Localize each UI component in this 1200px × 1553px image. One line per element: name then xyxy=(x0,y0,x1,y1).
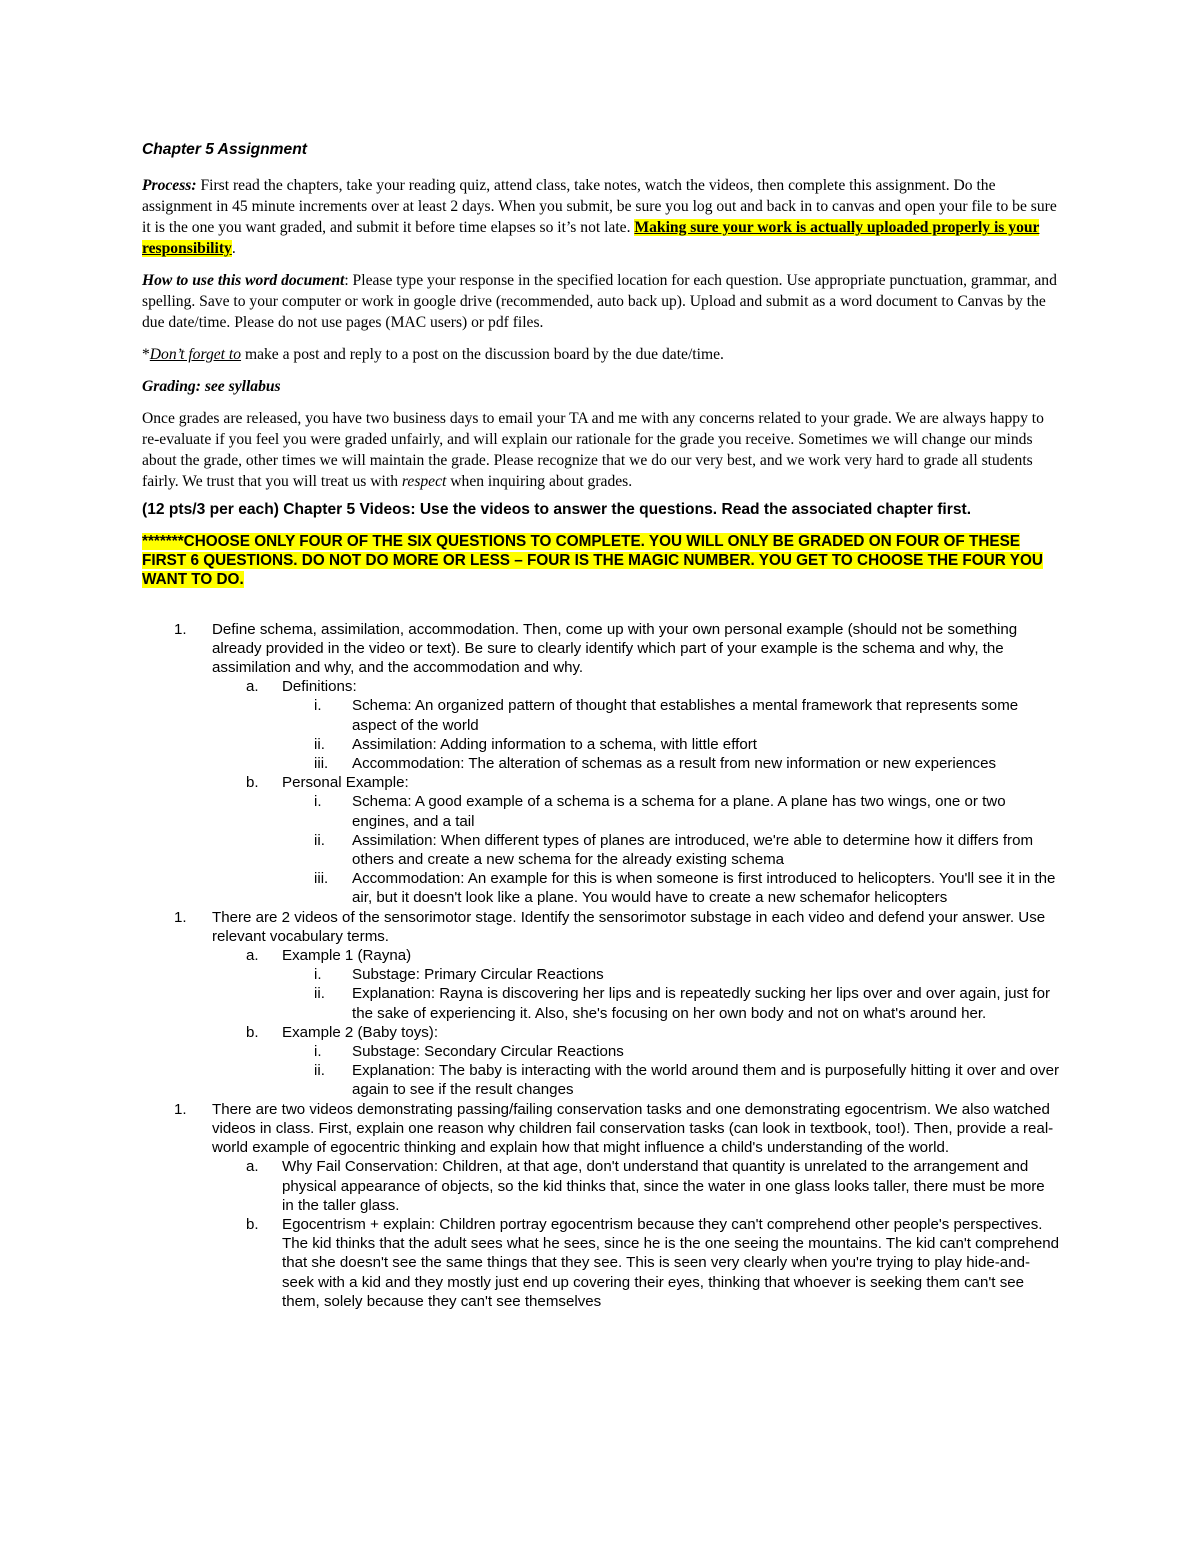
answer-numeral: i. xyxy=(314,697,322,715)
process-label: Process: xyxy=(142,177,197,194)
question-text: There are two videos demonstrating passing/failing conservation tasks and one demonstrating egocentrism. We also watched videos in class. First, explain one reason why children fail conservation tasks (can look in textbook, too!). Then, provide a real-world example of egocentric thinking and explain how that might influence a child's understanding of the world. xyxy=(212,1100,1054,1157)
answer-numeral: ii. xyxy=(314,831,325,849)
answer-item xyxy=(142,735,1060,754)
answer-numeral: ii. xyxy=(314,985,325,1003)
grading-text-1: Once grades are released, you have two business days to email your TA and me with any concerns related to your grade. We are always happy to re-evaluate if you feel you were graded unfairly, and will explain our rationale for the grade you receive. Sometimes we will change our minds about the grade, other times we will maintain the grade. Please recognize that we do our very best, and we work very hard to grade all students fairly. We trust that you will treat us with xyxy=(142,410,1044,490)
responsibility-highlight: Making sure your work is actually uploaded properly is your responsibility xyxy=(142,219,1040,257)
answer-text: Schema: An organized pattern of thought that establishes a mental framework that represents some aspect of the world xyxy=(352,697,1019,734)
sub-item xyxy=(142,1215,1060,1311)
answer-text: Substage: Primary Circular Reactions xyxy=(352,966,604,984)
document-content xyxy=(142,141,1060,1311)
answer-numeral: ii. xyxy=(314,1062,325,1080)
question-number: 1. xyxy=(174,620,187,638)
sub-item-text: Example 1 (Rayna) xyxy=(282,947,412,965)
answer-item xyxy=(142,965,1060,984)
sub-item-letter: a. xyxy=(246,678,259,696)
question-list xyxy=(142,620,1060,1311)
sub-item-text: Definitions: xyxy=(282,678,357,696)
document-title: Chapter 5 Assignment xyxy=(142,141,307,158)
sub-item xyxy=(142,1157,1060,1215)
howto-paragraph xyxy=(142,270,1060,333)
answer-item xyxy=(142,984,1060,1022)
answer-numeral: i. xyxy=(314,1043,322,1061)
grading-text-2: when inquiring about grades. xyxy=(446,473,633,490)
question-text: Define schema, assimilation, accommodation. Then, come up with your own personal example (should not be something already provided in the video or text). Be sure to clearly identify which part of your example is the schema and why, the assimilation and why, and the accommodation and why. xyxy=(212,620,1018,677)
answer-item xyxy=(142,831,1060,869)
sub-item-text: Personal Example: xyxy=(282,774,409,792)
answer-item xyxy=(142,1061,1060,1099)
answer-numeral: i. xyxy=(314,966,322,984)
grading-heading: Grading: see syllabus xyxy=(142,378,281,395)
warning-highlight: *******CHOOSE ONLY FOUR OF THE SIX QUESTIONS TO COMPLETE. YOU WILL ONLY BE GRADED ON FOUR OF THESE FIRST 6 QUESTIONS. DO NOT DO MORE OR LESS – FOUR IS THE MAGIC NUMBER. YOU GET TO CHOOSE THE FOUR YOU WANT TO DO. xyxy=(142,533,1043,589)
howto-text: : Please type your response in the specified location for each question. Use appropriate punctuation, grammar, and spelling. Save to your computer or work in google drive (recommended, auto back up). Upload and submit as a word document to Canvas by the due date/time. Please do not use pages (MAC users) or pdf files. xyxy=(142,272,1057,331)
answer-item xyxy=(142,1042,1060,1061)
answer-text: Accommodation: An example for this is when someone is first introduced to helicopters. You'll see it in the air, but it doesn't look like a plane. You would have to create a new schemafor helicopters xyxy=(352,870,1056,907)
sub-item-letter: a. xyxy=(246,947,259,965)
answer-item xyxy=(142,792,1060,830)
sub-item xyxy=(142,1023,1060,1042)
answer-item xyxy=(142,869,1060,907)
sub-item xyxy=(142,946,1060,965)
videos-heading: (12 pts/3 per each) Chapter 5 Videos: Use the videos to answer the questions. Read the associated chapter first. xyxy=(142,501,972,518)
sub-item xyxy=(142,677,1060,696)
question-item xyxy=(142,908,1060,946)
howto-label: How to use this word document xyxy=(142,272,345,289)
answer-item xyxy=(142,696,1060,734)
answer-numeral: i. xyxy=(314,793,322,811)
sub-item xyxy=(142,773,1060,792)
question-item xyxy=(142,620,1060,678)
answer-text: Accommodation: The alteration of schemas as a result from new information or new experiences xyxy=(352,755,997,773)
sub-item-text: Why Fail Conservation: Children, at that age, don't understand that quantity is unrelated to the arrangement and physical appearance of objects, so the kid thinks that, since the water in one glass looks taller, there must be more in the taller glass. xyxy=(282,1158,1045,1214)
answer-numeral: ii. xyxy=(314,735,325,753)
answer-text: Schema: A good example of a schema is a schema for a plane. A plane has two wings, one or two engines, and a tail xyxy=(352,793,1006,830)
reminder-paragraph xyxy=(142,344,1060,365)
answer-text: Explanation: The baby is interacting with the world around them and is purposefully hitting it over and over again to see if the result changes xyxy=(352,1062,1060,1099)
sub-item-text: Egocentrism + explain: Children portray egocentrism because they can't comprehend other people's perspectives. The kid thinks that the adult sees what he sees, since he is the one seeing the mountains. The kid can't comprehend that she doesn't see the same things that they see. This is seen very clearly when you're trying to play hide-and-seek with a kid and they mostly just end up covering their eyes, thinking that whoever is seeking them can't see them, solely because they can't see themselves xyxy=(282,1215,1060,1310)
question-text: There are 2 videos of the sensorimotor stage. Identify the sensorimotor substage in each video and defend your answer. Use relevant vocabulary terms. xyxy=(212,908,1046,945)
grading-emphasis: respect xyxy=(401,473,447,490)
reminder-prefix: * xyxy=(142,346,150,363)
sub-item-letter: b. xyxy=(246,1023,259,1041)
grading-paragraph xyxy=(142,408,1060,492)
choose-four-warning xyxy=(142,532,1060,590)
answer-item xyxy=(142,754,1060,773)
answer-text: Substage: Secondary Circular Reactions xyxy=(352,1043,624,1061)
question-item xyxy=(142,1100,1060,1158)
answer-text: Assimilation: When different types of planes are introduced, we're able to determine how it differs from others and create a new schema for the already existing schema xyxy=(352,831,1034,869)
reminder-emphasis: Don’t forget to xyxy=(149,346,242,363)
question-number: 1. xyxy=(174,1100,187,1118)
process-paragraph xyxy=(142,175,1060,259)
process-text: First read the chapters, take your reading quiz, attend class, take notes, watch the videos, then complete this assignment. Do the assignment in 45 minute increments over at least 2 days. When you submit, be sure you log out and back in to canvas and open your file to be sure it is the one you want graded, and submit it before time elapses so it’s not late. xyxy=(142,177,1057,236)
sub-item-letter: b. xyxy=(246,774,259,792)
answer-text: Explanation: Rayna is discovering her lips and is repeatedly sucking her lips over and over again, just for the sake of experiencing it. Also, she's focusing on her own body and not on what's around her. xyxy=(352,985,1051,1022)
reminder-text: make a post and reply to a post on the discussion board by the due date/time. xyxy=(241,346,724,363)
answer-numeral: iii. xyxy=(314,870,329,888)
process-end: . xyxy=(231,240,236,257)
answer-text: Assimilation: Adding information to a schema, with little effort xyxy=(352,735,757,753)
sub-item-text: Example 2 (Baby toys): xyxy=(282,1023,439,1041)
answer-numeral: iii. xyxy=(314,755,329,773)
sub-item-letter: b. xyxy=(246,1215,259,1233)
sub-item-letter: a. xyxy=(246,1158,259,1176)
question-number: 1. xyxy=(174,908,187,926)
